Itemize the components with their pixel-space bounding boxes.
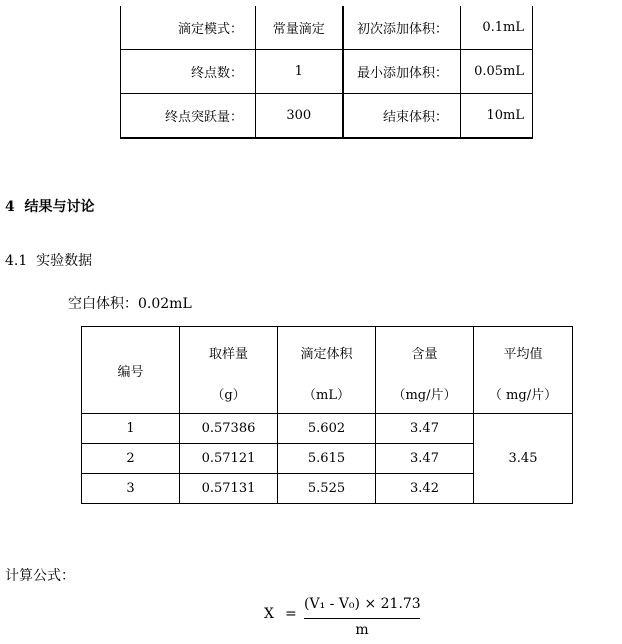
cell-content: 3.42 — [376, 474, 474, 504]
cell-mass: 0.57121 — [180, 444, 278, 474]
table-header-row — [82, 327, 573, 414]
formula-denominator: m — [355, 622, 369, 638]
param-value: 10mL — [461, 94, 533, 139]
param-label: 终点突跃量： — [121, 94, 256, 139]
section-heading — [5, 196, 95, 216]
data-table — [81, 326, 573, 504]
param-label: 初次添加体积： — [343, 6, 461, 50]
cell-content: 3.47 — [376, 444, 474, 474]
param-value: 300 — [256, 94, 343, 139]
cell-volume: 5.615 — [278, 444, 376, 474]
parameter-row — [121, 6, 533, 50]
section-number: 4 — [5, 199, 15, 215]
param-label: 终点数： — [121, 50, 256, 94]
table-row — [82, 414, 573, 444]
cell-mass: 0.57386 — [180, 414, 278, 444]
formula-lhs: X — [264, 606, 274, 622]
cell-volume: 5.525 — [278, 474, 376, 504]
header-volume: 滴定体积 （mL） — [278, 327, 376, 414]
cell-id: 2 — [82, 444, 180, 474]
param-label: 最小添加体积： — [343, 50, 461, 94]
header-id: 编号 — [82, 327, 180, 414]
header-average: 平均值 （ mg/片） — [474, 327, 573, 414]
cell-id: 3 — [82, 474, 180, 504]
param-value: 1 — [256, 50, 343, 94]
parameter-row — [121, 94, 533, 139]
param-value: 0.05mL — [461, 50, 533, 94]
fraction-bar — [304, 618, 420, 619]
parameter-row — [121, 50, 533, 94]
param-value: 0.1mL — [461, 6, 533, 50]
cell-content: 3.47 — [376, 414, 474, 444]
subsection-title: 实验数据 — [36, 253, 93, 269]
section-title: 结果与讨论 — [24, 199, 95, 215]
formula-equals: = — [285, 606, 297, 622]
cell-volume: 5.602 — [278, 414, 376, 444]
subsection-number: 4.1 — [5, 253, 28, 269]
parameter-table — [120, 6, 533, 139]
param-label: 结束体积： — [343, 94, 461, 139]
subsection-heading — [5, 250, 92, 270]
blank-volume: 空白体积：0.02mL — [68, 296, 192, 312]
param-label: 滴定模式： — [121, 6, 256, 50]
header-mass: 取样量 （g） — [180, 327, 278, 414]
cell-average: 3.45 — [474, 414, 573, 504]
cell-mass: 0.57131 — [180, 474, 278, 504]
cell-id: 1 — [82, 414, 180, 444]
formula-label: 计算公式： — [5, 568, 75, 584]
param-value: 常量滴定 — [256, 6, 343, 50]
formula-numerator: (V₁ - V₀) × 21.73 — [304, 596, 421, 612]
header-content: 含量 （mg/片） — [376, 327, 474, 414]
